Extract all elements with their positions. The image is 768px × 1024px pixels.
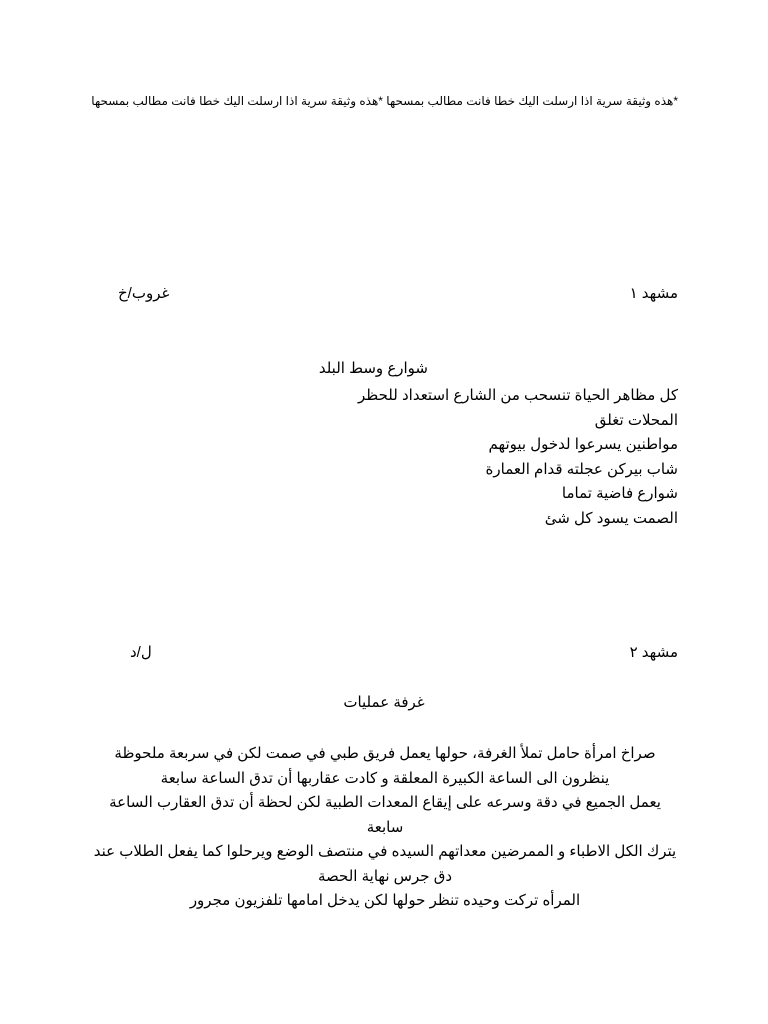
scene-1-time: غروب/خ [118,285,170,302]
scene-2-number: مشهد ٢ [629,644,678,661]
action-line: مواطنين يسرعوا لدخول بيوتهم [488,436,678,453]
action-line: صراخ امرأة حامل تملأ الغرفة، حولها يعمل فريق طبي في صمت لكن في سربعة ملحوظة [114,745,656,762]
action-line: يعمل الجميع في دقة وسرعه على إيقاع المعدات الطبية لكن لحظة أن تدق العقارب الساعة سابعة [109,794,661,836]
confidentiality-notice: *هذه وثيقة سرية اذا ارسلت اليك خطا فانت مطالب بمسحها *هذه وثيقة سرية اذا ارسلت اليك خطا فانت مطالب بمسحها [91,94,678,108]
scene-1-action [118,384,678,531]
scene-2-action [90,742,680,914]
action-line: شوارع فاضية تماما [561,485,678,502]
action-line: ينظرون الى الساعة الكبيرة المعلقة و كادت عقاربها أن تدق الساعة سابعة [160,769,610,787]
action-line: كل مظاهر الحياة تنسحب من الشارع استعداد للحظر [358,387,678,404]
scene-1-heading [118,284,678,306]
action-line: المرأه تركت وحيده تنظر حولها لكن يدخل امامها تلفزيون مجرور [189,892,581,909]
scene-2-time: ل/د [130,644,152,661]
scene-1-location: شوارع وسط البلد [318,360,428,377]
scene-2-heading [118,643,678,665]
action-line: الصمت يسود كل شئ [544,509,678,527]
scene-1-number: مشهد ١ [629,285,678,302]
action-line: المحلات تغلق [594,411,678,429]
action-line: يترك الكل الاطباء و الممرضين معداتهم السيده في منتصف الوضع ويرحلوا كما يفعل الطلاب عند دق جرس نهاية الحصة [93,843,677,885]
action-line: شاب بيركن عجلته قدام العمارة [485,460,678,478]
scene-2-location: غرفة عمليات [343,694,425,711]
